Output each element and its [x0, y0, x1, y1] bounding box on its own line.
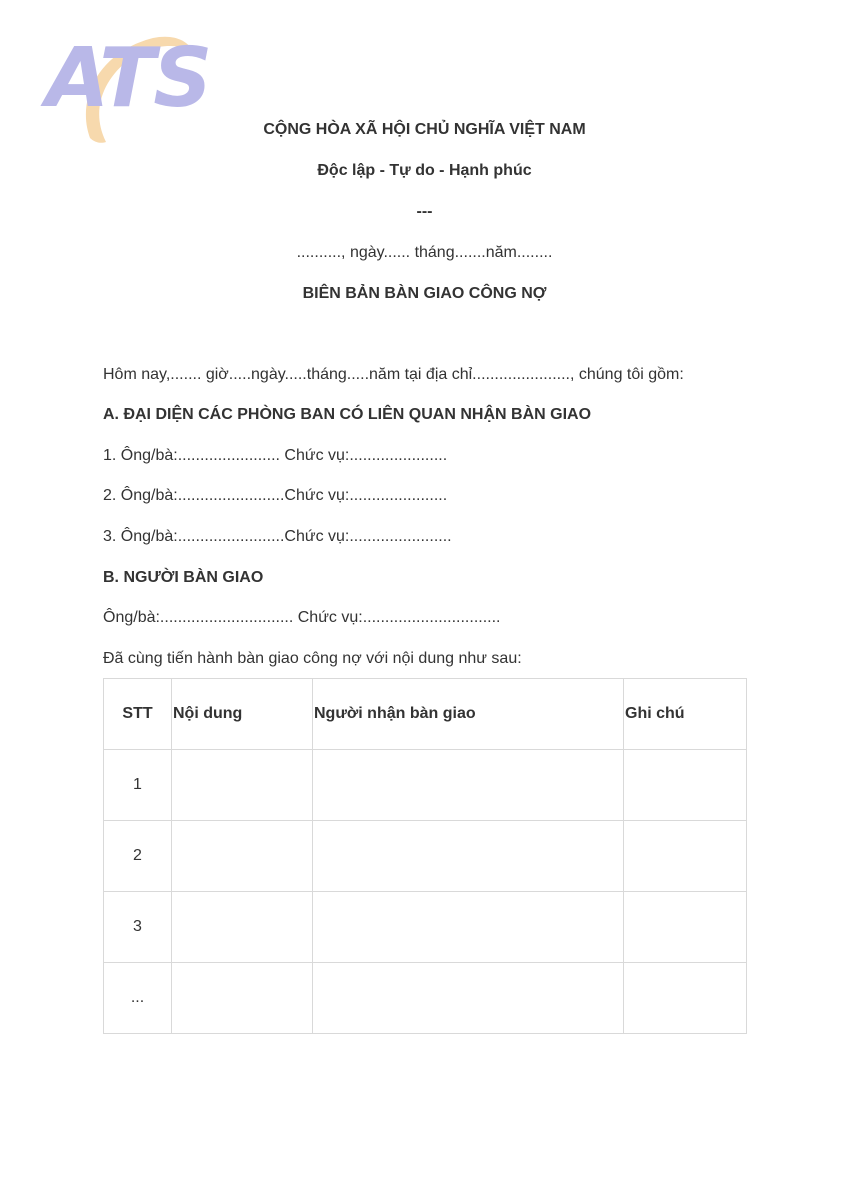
separator: ---	[416, 203, 433, 220]
cell-stt: ...	[104, 963, 172, 1034]
header-content: Nội dung	[172, 679, 313, 750]
table-row	[104, 750, 747, 821]
table-row	[104, 821, 747, 892]
cell-note	[624, 963, 747, 1034]
cell-stt: 1	[104, 750, 172, 821]
section-a-item-3: 3. Ông/bà:........................Chức vụ:.......................	[103, 528, 452, 545]
intro-line: Hôm nay,....... giờ.....ngày.....tháng.....năm tại địa chỉ......................, chúng tôi gồm:	[103, 366, 684, 383]
cell-stt: 2	[104, 821, 172, 892]
debt-handover-table	[103, 678, 747, 1034]
place-date-line: .........., ngày...... tháng.......năm........	[296, 244, 553, 261]
table-intro: Đã cùng tiến hành bàn giao công nợ với nội dung như sau:	[103, 650, 522, 667]
cell-receiver	[313, 821, 624, 892]
cell-note	[624, 750, 747, 821]
table-row	[104, 963, 747, 1034]
cell-receiver	[313, 750, 624, 821]
section-a-item-2: 2. Ông/bà:........................Chức vụ:......................	[103, 487, 448, 504]
cell-stt: 3	[104, 892, 172, 963]
cell-content	[172, 821, 313, 892]
motto: Độc lập - Tự do - Hạnh phúc	[317, 162, 532, 179]
document-title: BIÊN BẢN BÀN GIAO CÔNG NỢ	[302, 285, 547, 302]
table-row	[104, 892, 747, 963]
cell-note	[624, 892, 747, 963]
cell-receiver	[313, 963, 624, 1034]
section-a-heading: A. ĐẠI DIỆN CÁC PHÒNG BAN CÓ LIÊN QUAN NHẬN BÀN GIAO	[103, 406, 592, 423]
cell-content	[172, 750, 313, 821]
header-receiver: Người nhận bàn giao	[313, 679, 624, 750]
section-b-heading: B. NGƯỜI BÀN GIAO	[103, 569, 264, 586]
section-a-item-1: 1. Ông/bà:....................... Chức vụ:......................	[103, 447, 448, 464]
cell-receiver	[313, 892, 624, 963]
section-b-line: Ông/bà:.............................. Chức vụ:...............................	[103, 609, 501, 626]
ats-logo: ATS	[45, 31, 211, 126]
header-note: Ghi chú	[624, 679, 747, 750]
header-stt: STT	[104, 679, 172, 750]
cell-content	[172, 892, 313, 963]
table-header-row	[104, 679, 747, 750]
cell-note	[624, 821, 747, 892]
nation-heading: CỘNG HÒA XÃ HỘI CHỦ NGHĨA VIỆT NAM	[263, 121, 586, 138]
cell-content	[172, 963, 313, 1034]
